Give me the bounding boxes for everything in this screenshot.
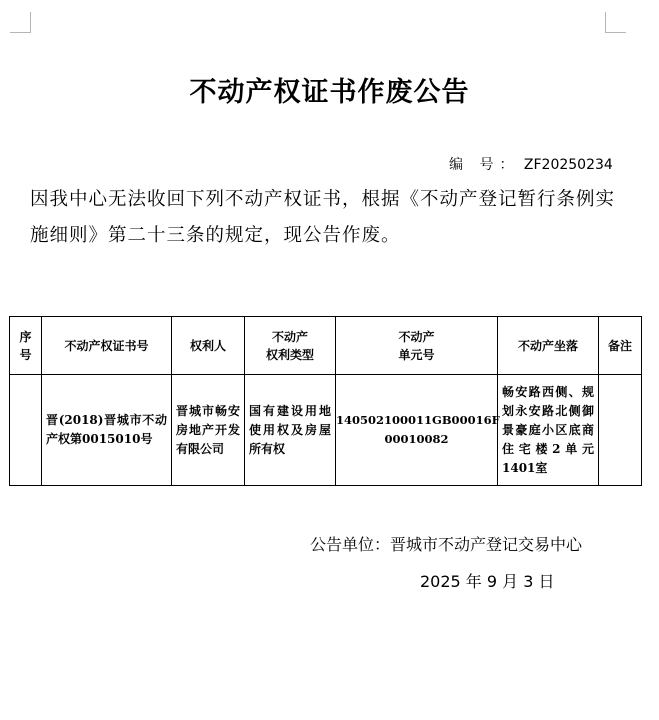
- cell-right-type: 国有建设用地使用权及房屋所有权: [245, 375, 336, 486]
- header-unit-no: 不动产 单元号: [336, 317, 498, 375]
- header-remark: 备注: [599, 317, 642, 375]
- header-location: 不动产坐落: [498, 317, 599, 375]
- cell-serial: [10, 375, 42, 486]
- issuing-unit: 公告单位：晋城市不动产登记交易中心: [310, 535, 583, 554]
- certificate-table: [9, 316, 642, 486]
- document-number-label: 编 号：: [449, 157, 520, 173]
- issue-date: 2025 年 9 月 3 日: [420, 572, 555, 591]
- cell-cert-no: 晋(2018)晋城市不动产权第0015010号: [42, 375, 172, 486]
- cell-location: 畅安路西侧、规划永安路北侧御景豪庭小区底商住宅楼2单元1401室: [498, 375, 599, 486]
- table-row: [10, 375, 642, 486]
- header-serial: 序 号: [10, 317, 42, 375]
- crop-mark-top-left: [10, 12, 31, 33]
- document-number-value: ZF20250234: [523, 157, 613, 173]
- cell-unit-no: 140502100011GB00016F 00010082: [336, 375, 498, 486]
- page-title: 不动产权证书作废公告: [189, 77, 470, 108]
- header-right-type: 不动产 权利类型: [245, 317, 336, 375]
- header-cert-no: 不动产权证书号: [42, 317, 172, 375]
- cell-holder: 晋城市畅安房地产开发有限公司: [172, 375, 245, 486]
- announcement-body: 因我中心无法收回下列不动产权证书，根据《不动产登记暂行条例实施细则》第二十三条的规定，现公告作废。: [30, 189, 616, 246]
- table-header-row: [10, 317, 642, 375]
- document-number: [449, 154, 613, 174]
- crop-mark-top-right: [605, 12, 626, 33]
- cell-remark: [599, 375, 642, 486]
- header-holder: 权利人: [172, 317, 245, 375]
